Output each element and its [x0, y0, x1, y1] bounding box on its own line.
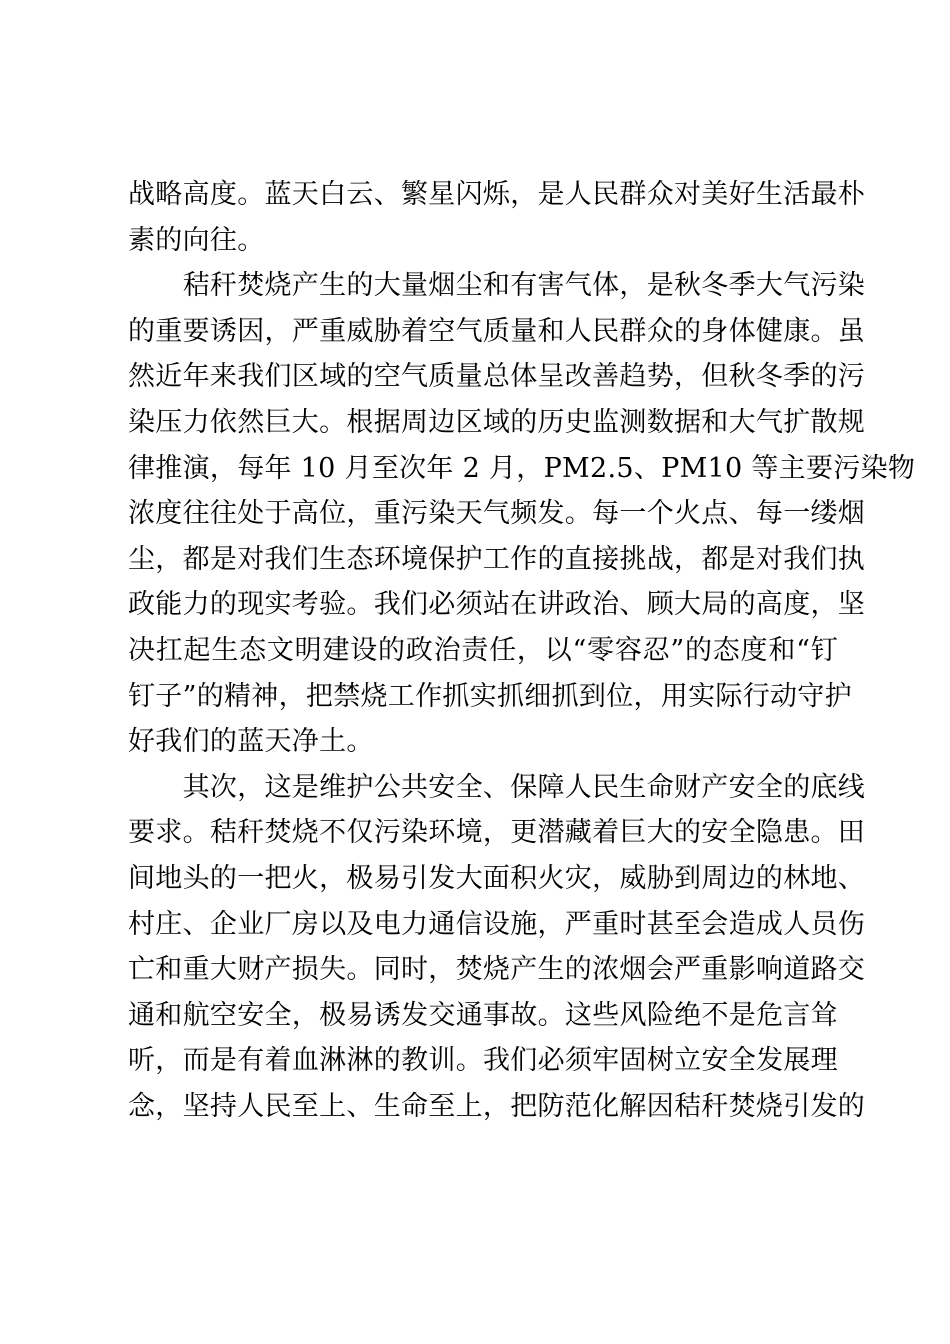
text-line: 村庄、企业厂房以及电力通信设施，严重时甚至会造成人员伤: [128, 908, 866, 940]
text-line: 秸秆焚烧产生的大量烟尘和有害气体，是秋冬季大气污染: [128, 270, 866, 302]
text-line: 通和航空安全，极易诱发交通事故。这些风险绝不是危言耸: [128, 999, 838, 1031]
text-line: 其次，这是维护公共安全、保障人民生命财产安全的底线: [128, 771, 866, 803]
text-line: 战略高度。蓝天白云、繁星闪烁，是人民群众对美好生活最朴: [128, 179, 866, 210]
text-line: 政能力的现实考验。我们必须站在讲政治、顾大局的高度，坚: [128, 589, 866, 621]
text-line: 要求。秸秆焚烧不仅污染环境，更潜藏着巨大的安全隐患。田: [128, 817, 866, 849]
text-line: 的重要诱因，严重威胁着空气质量和人民群众的身体健康。虽: [128, 315, 866, 347]
text-line: 染压力依然巨大。根据周边区域的历史监测数据和大气扩散规: [128, 406, 866, 438]
text-line: 律推演，每年 10 月至次年 2 月，PM2.5、PM10 等主要污染物: [128, 452, 916, 484]
text-line: 钉子”的精神，把禁烧工作抓实抓细抓到位，用实际行动守护: [128, 680, 852, 712]
text-line: 听，而是有着血淋淋的教训。我们必须牢固树立安全发展理: [128, 1045, 838, 1077]
text-line: 好我们的蓝天净土。: [128, 726, 374, 758]
text-line: 决扛起生态文明建设的政治责任，以“零容忍”的态度和“钉: [128, 634, 838, 666]
body-text: [128, 172, 916, 1129]
text-line: 尘，都是对我们生态环境保护工作的直接挑战，都是对我们执: [128, 543, 866, 575]
text-line: 念，坚持人民至上、生命至上，把防范化解因秸秆焚烧引发的: [128, 1090, 866, 1122]
text-line: 然近年来我们区域的空气质量总体呈改善趋势，但秋冬季的污: [128, 361, 866, 393]
text-line: 亡和重大财产损失。同时，焚烧产生的浓烟会严重影响道路交: [128, 954, 866, 986]
text-line: 浓度往往处于高位，重污染天气频发。每一个火点、每一缕烟: [128, 498, 866, 530]
text-line: 间地头的一把火，极易引发大面积火灾，威胁到周边的林地、: [128, 862, 866, 894]
text-line: 素的向往。: [128, 224, 265, 256]
